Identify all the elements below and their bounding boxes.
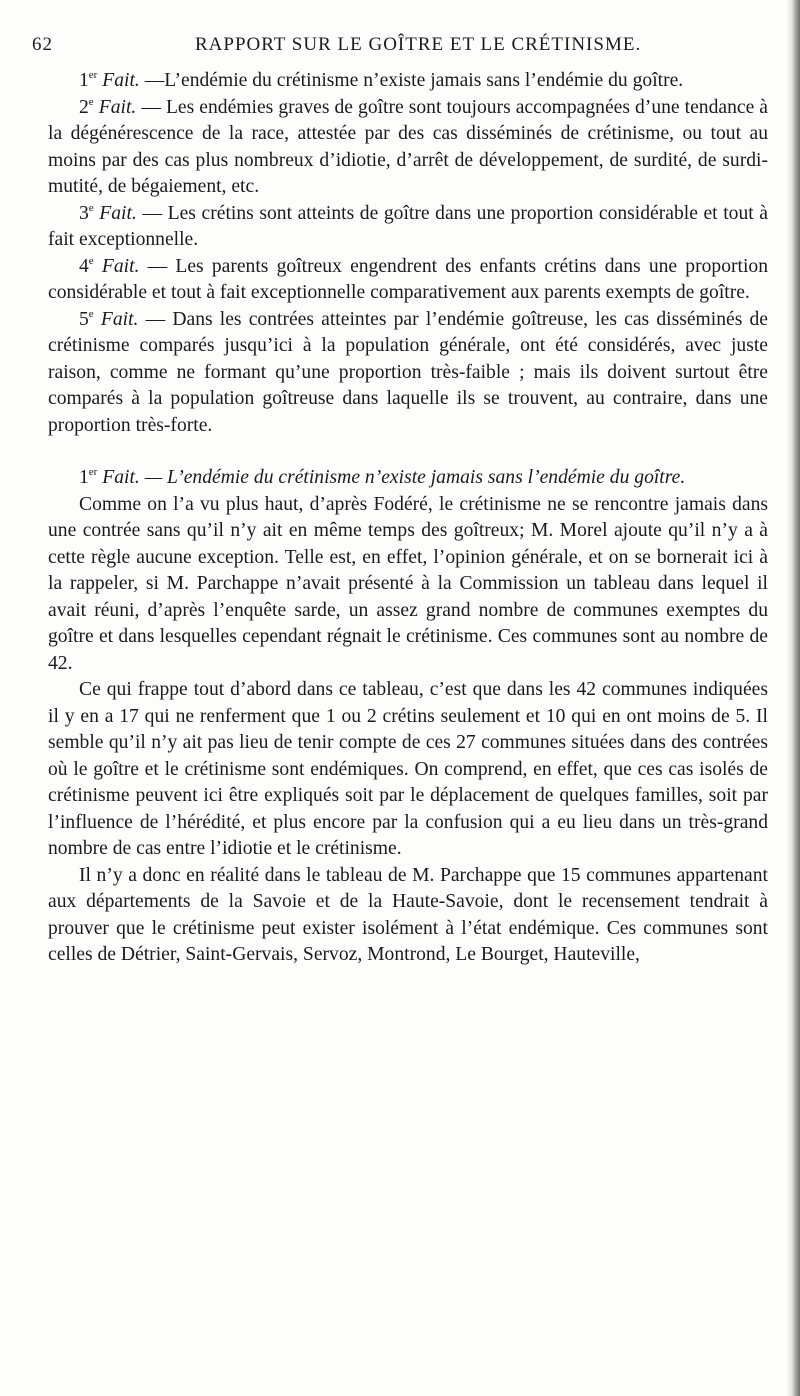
fact-label: Fait. (101, 255, 140, 277)
fact-text: —L’endémie du crétinisme n’existe jamais sans l’endémie du goître. (139, 70, 684, 91)
ordinal-suffix: er (88, 466, 98, 478)
fact-text: — Dans les contrées atteintes par l’endémie goîtreuse, les cas disséminés de crétinisme comparés jusqu’ici à la population générale, ont été considérés, avec juste raison, comme ne formant qu’une proportion très-faible ; mais ils doivent surtout être comparés à la population goîtreuse dans laquelle ils se trouvent, au contraire, dans une proportion très-forte. (48, 308, 768, 436)
section-label: Fait. (102, 467, 140, 488)
paragraph-1: Comme on l’a vu plus haut, d’après Fodéré, le crétinisme ne se rencontre jamais dans une contrée sans qu’il n’y ait en même temps des goîtreux; M. Morel ajoute qu’il n’y a à cette règle aucune exception. Telle est, en effet, l’opinion générale, et on se bornerait ici à la rappeler, si M. Parchappe n’avait présenté à la Commission un tableau dans lequel il avait réuni, d’après l’enquête sarde, un assez grand nombre de communes exemptes du goître et dans lesquelles cependant régnait le crétinisme. Ces communes sont au nombre de 42. (48, 493, 768, 674)
fact-summary-2 (48, 95, 768, 201)
paragraph-3: Il n’y a donc en réalité dans le tableau de M. Parchappe que 15 communes appartenant aux départements de la Savoie et de la Haute-Savoie, dont le recensement tendrait à prouver que le crétinisme peut exister isolément à l’état endémique. Ces communes sont celles de Détrier, Saint-Gervais, Servoz, Montrond, Le Bourget, Hauteville, (48, 864, 768, 965)
page-edge-shadow (786, 0, 800, 1396)
ordinal-suffix: e (88, 307, 94, 320)
fact-label: Fait. (99, 202, 137, 224)
running-header (32, 34, 767, 62)
fact-number: 3 (79, 202, 89, 224)
ordinal-suffix: er (88, 69, 98, 81)
fact-number: 2 (79, 96, 89, 118)
fact-number: 4 (79, 255, 89, 277)
fact-label: Fait. (98, 96, 137, 118)
fact-label: Fait. (102, 70, 140, 91)
ordinal-suffix: e (88, 254, 94, 267)
fact-number: 1 (79, 70, 89, 91)
fact-text: — Les parents goîtreux engendrent des enfants crétins dans une proportion considérable et tout à fait exceptionnelle comparativement aux parents exempts de goître. (48, 255, 768, 303)
section-heading (48, 465, 768, 492)
fact-text: — Les endémies graves de goître sont toujours accompagnées d’une tendance à la dégénérescence de la race, attestée par des cas disséminés de crétinisme, ou tout au moins par des cas plus nombreux d’idiotie, d’arrêt de développement, de surdité, de surdi-mutité, de bégaiement, etc. (48, 96, 768, 197)
running-title: RAPPORT SUR LE GOÎTRE ET LE CRÉTINISME. (195, 34, 642, 55)
body-text (48, 68, 768, 969)
page-number: 62 (32, 34, 53, 55)
paragraph-2: Ce qui frappe tout d’abord dans ce tableau, c’est que dans les 42 communes indiquées il y en a 17 qui ne renferment que 1 ou 2 crétins seulement et 10 qui en ont moins de 5. Il semble qu’il n’y ait pas lieu de tenir compte de ces 27 communes situées dans des contrées où le goître et le crétinisme sont endémiques. On comprend, en effet, que ces cas isolés de crétinisme peuvent ici être expliqués soit par le déplacement de quelques familles, soit par l’influence de l’hérédité, et plus encore par la confusion qui a eu lieu dans un très-grand nombre de cas entre l’idiotie et le crétinisme. (48, 679, 768, 859)
ordinal-suffix: e (88, 95, 94, 108)
fact-label: Fait. (100, 308, 139, 330)
ordinal-suffix: e (88, 201, 94, 214)
section-number: 1 (79, 467, 89, 488)
fact-summary-5 (48, 307, 768, 440)
section-title: — L’endémie du crétinisme n’existe jamais sans l’endémie du goître. (139, 467, 686, 488)
fact-text: — Les crétins sont atteints de goître dans une proportion considérable et tout à fait exceptionnelle. (48, 202, 768, 250)
fact-summary-4 (48, 254, 768, 307)
fact-summary-1 (48, 68, 768, 95)
fact-summary-3 (48, 201, 768, 254)
fact-number: 5 (79, 308, 89, 330)
